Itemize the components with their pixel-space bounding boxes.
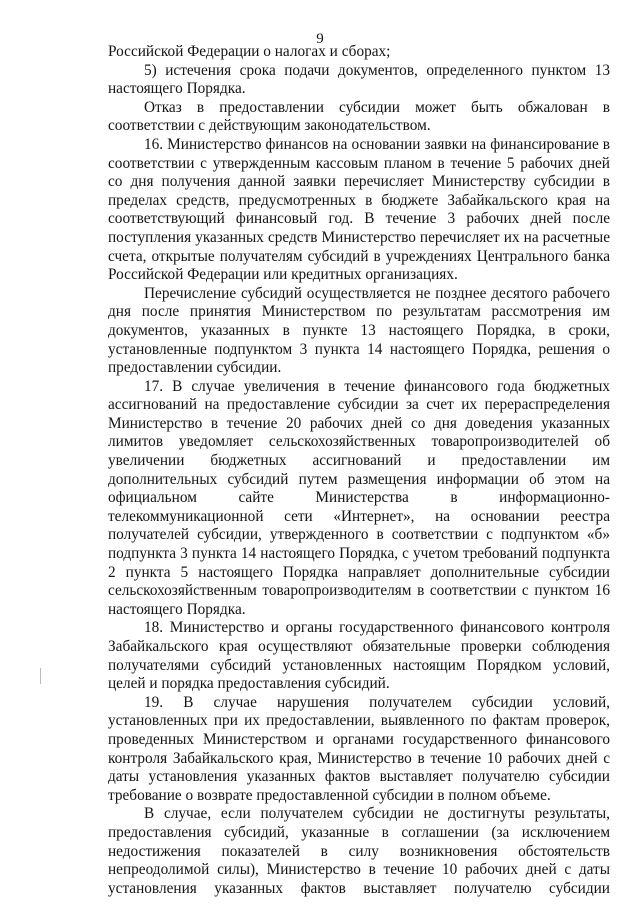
document-body (108, 43, 610, 898)
paragraph-refusal-appeal: Отказ в предоставлении субсидии может быть обжалован в соответствии с действующим законодательством. (108, 98, 610, 135)
paragraph-17: 17. В случае увеличения в течение финансового года бюджетных ассигнований на предоставление субсидии за счет их перераспределения Министерство в течение 20 рабочих дней со дня доведения указанных лимитов уведомляет сельскохозяйственных товаропроизводителей об увеличении бюджетных ассигнований и предоставлении им дополнительных субсидий путем размещения информации об этом на официальном сайте Министерства в информационно-телекоммуникационной сети «Интернет», на основании реестра получателей субсидии, утвержденного в соответствии с подпунктом «б» подпункта 3 пункта 14 настоящего Порядка, с учетом требований подпункта 2 пункта 5 настоящего Порядка направляет дополнительные субсидии сельскохозяйственным товаропроизводителям в соответствии с пунктом 16 настоящего Порядка. (108, 377, 610, 618)
paragraph-tax-law-end: Российской Федерации о налогах и сборах; (108, 43, 391, 60)
paragraph-transfer-deadline: Перечисление субсидий осуществляется не позднее десятого рабочего дня после принятия Министерством по результатам рассмотрения им документов, указанных в пункте 13 настоящего Порядка, в сроки, установленные подпунктом 3 пункта 14 настоящего Порядка, решения о предоставлении субсидии. (108, 284, 610, 377)
paragraph-18: 18. Министерство и органы государственного финансового контроля Забайкальского края осуществляют обязательные проверки соблюдения получателями субсидий установленных настоящим Порядком условий, целей и порядка предоставления субсидий. (108, 619, 610, 693)
paragraph-16: 16. Министерство финансов на основании заявки на финансирование в соответствии с утвержденным кассовым планом в течение 5 рабочих дней со дня получения данной заявки перечисляет Министерству субсидии в пределах средств, предусмотренных в бюджете Забайкальского края на соответствующий финансовый год. В течение 3 рабочих дней после поступления указанных средств Министерство перечисляет их на расчетные счета, открытые получателям субсидий в учреждениях Центрального банка Российской Федерации или кредитных организациях. (108, 135, 610, 284)
paragraph-results-not-achieved: В случае, если получателем субсидии не достигнуты результаты, предоставления субсидий, указанные в соглашении (за исключением недостижения показателей в силу возникновения обстоятельств непреодолимой силы), Министерство в течение 10 рабочих дней с даты установления указанных фактов выставляет получателю субсидии (108, 805, 610, 897)
paragraph-19: 19. В случае нарушения получателем субсидии условий, установленных при их предоставлении, выявленного по фактам проверок, проведенных Министерством и органами государственного финансового контроля Забайкальского края, Министерство в течение 10 рабочих дней с даты установления указанных фактов выставляет получателю субсидии требование о возврате предоставленной субсидии в полном объеме. (108, 693, 610, 804)
margin-mark (40, 668, 41, 684)
page-number: 9 (316, 31, 324, 47)
paragraph-item-5: 5) истечения срока подачи документов, определенного пунктом 13 настоящего Порядка. (108, 61, 610, 98)
